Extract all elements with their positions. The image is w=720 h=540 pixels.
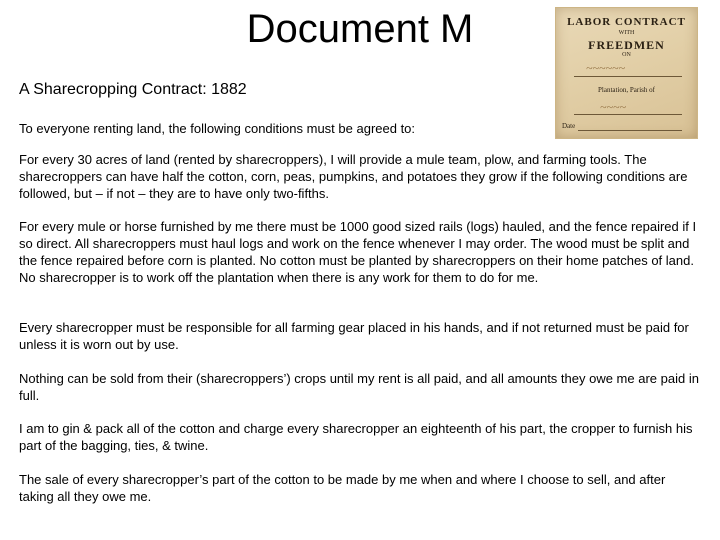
paragraph: The sale of every sharecropper’s part of the cotton to be made by me when and where I choose to sell, and after taking all they owe me. bbox=[19, 472, 666, 504]
contract-with: WITH bbox=[618, 30, 635, 36]
paragraph: Nothing can be sold from their (sharecroppers’) crops until my rent is all paid, and all amounts they owe me are paid in full. bbox=[19, 371, 699, 403]
contract-heading: LABOR CONTRACT bbox=[567, 16, 686, 28]
contract-freedmen: FREEDMEN bbox=[588, 38, 665, 52]
paragraph: I am to gin & pack all of the cotton and charge every sharecropper an eighteenth of his part, the cropper to furnish his part of the bagging, ties, & twine. bbox=[19, 421, 693, 453]
contract-date: Date bbox=[562, 122, 576, 130]
page-title: Document M bbox=[246, 7, 474, 51]
intro-text: To everyone renting land, the following conditions must be agreed to: bbox=[19, 121, 416, 136]
paragraph: For every mule or horse furnished by me there must be 1000 good sized rails (logs) hauled, and the fence repaired if I so direct. All sharecroppers must haul logs and work on the fence whenever I may order. The wood must be split and the fence repaired before corn is planted. No cotton must be planted by sharecroppers on their home patches of land. No sharecropper is to work off the plantation when there is any work for them to do for me. bbox=[19, 219, 697, 285]
contract-rule bbox=[574, 76, 682, 77]
handwriting-mark: ~~~~ bbox=[600, 100, 626, 114]
document-subtitle: A Sharecropping Contract: 1882 bbox=[19, 81, 247, 98]
contract-rule bbox=[578, 130, 682, 131]
paragraph: Every sharecropper must be responsible for all farming gear placed in his hands, and if not returned must be paid for unless it is worn out by use. bbox=[19, 320, 689, 352]
contract-plantation: Plantation, Parish of bbox=[598, 86, 655, 94]
handwriting-mark: ~~~~~~ bbox=[586, 61, 625, 75]
contract-on: ON bbox=[622, 52, 631, 58]
contract-rule bbox=[574, 114, 682, 115]
paragraph: For every 30 acres of land (rented by sharecroppers), I will provide a mule team, plow, and farming tools. The sharecroppers can have half the cotton, corn, peas, pumpkins, and potatoes they grow if the following conditions are followed, but – if not – they are to have only two-fifths. bbox=[19, 152, 688, 201]
labor-contract-image bbox=[555, 7, 698, 139]
